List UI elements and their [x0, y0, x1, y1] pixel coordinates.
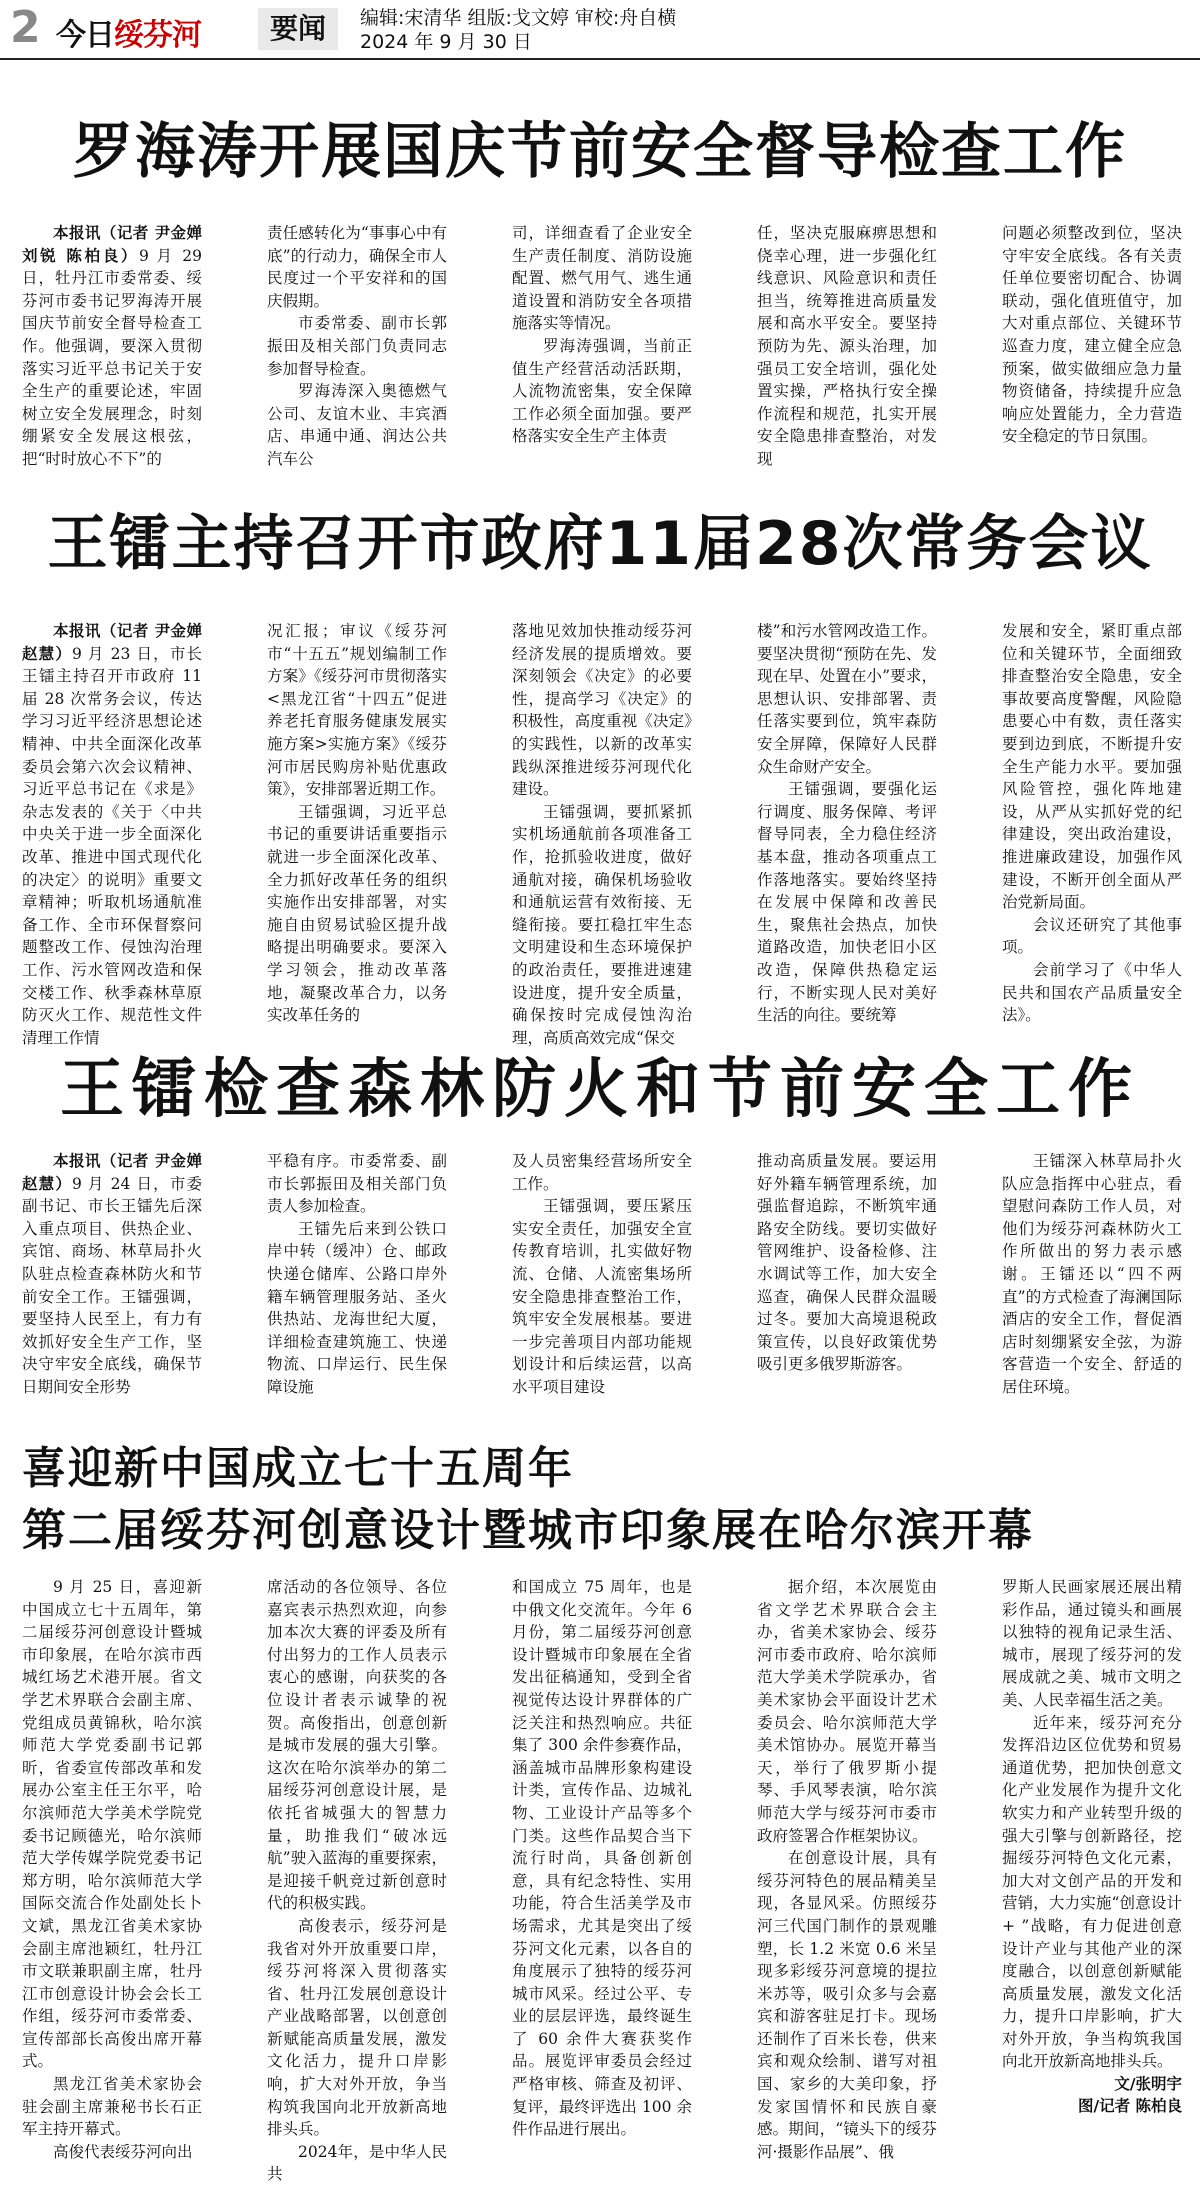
header-meta — [360, 6, 676, 54]
article4-col5 — [1002, 1576, 1182, 2116]
article4-col2-p2: 高俊表示，绥芬河是我省对外开放重要口岸，绥芬河将深入贯彻落实省、牡丹江发展创意设计产业战略部署，以创意创新赋能高质量发展，激发文化活力，提升口岸影响，扩大对外开放，争当构筑我国向北开放新高地排头兵。 — [267, 1916, 447, 2139]
article3-body — [22, 1150, 1182, 1405]
article1-body — [22, 222, 1182, 468]
newspaper-name — [56, 10, 201, 54]
article4-byline-text: 文/张明宇 — [1114, 2075, 1182, 2094]
article1-col4 — [757, 222, 937, 468]
article3-col4-p1: 推动高质量发展。要运用好外籍车辆管理系统，加强监督追踪，不断筑牢通路安全防线。要切实做好管网维护、设备检修、注水调试等工作，加大安全巡查，确保人民群众温暖过冬。要加大高境退税政策宣传，以良好政策优势吸引更多俄罗斯游客。 — [757, 1152, 937, 1374]
article3-col2 — [267, 1150, 447, 1405]
article3-col5-p1: 王镭深入林草局扑火队应急指挥中心驻点，看望慰问森防工作人员，对他们为绥芬河森林防火工作所做出的努力表示感谢。王镭还以“四不两直”的方式检查了海澜国际酒店的安全工作，督促酒店时刻绷紧安全弦，为游客营造一个安全、舒适的居住环境。 — [1002, 1152, 1182, 1396]
newspaper-name-part-a: 今日 — [56, 18, 114, 53]
article2-col4-p2: 王镭强调，要强化运行调度、服务保障、考评督导同表，全力稳住经济基本盘，推动各项重点工作落地落实。要始终坚持在发展中保障和改善民生，聚焦社会热点，加快道路改造，加快老旧小区改造，保障供热稳定运行，不断实现人民对美好生活的向往。要统筹 — [757, 780, 937, 1025]
article2-col5-p3: 会前学习了《中华人民共和国农产品质量安全法》。 — [1002, 960, 1182, 1025]
article4-headline-line2: 第二届绥芬河创意设计暨城市印象展在哈尔滨开幕 — [22, 1505, 1034, 1556]
page-header — [0, 0, 1200, 60]
article4-byline-photo: 图/记者 陈柏良 — [1077, 2097, 1182, 2116]
article4-col2-p1: 席活动的各位领导、各位嘉宾表示热烈欢迎，向参加本次大赛的评委及所有付出努力的工作人员表示衷心的感谢，向获奖的各位设计者表示诚挚的祝贺。高俊指出，创意创新是城市发展的强大引擎。这次在哈尔滨举办的第二届绥芬河创意设计展，是依托省城强大的智慧力量，助推我们“破冰远航”驶入蓝海的重要探索，是迎接千帆竞过新创意时代的积极实践。 — [267, 1578, 447, 1913]
article4-col3-p1: 和国成立 75 周年，也是中俄文化交流年。今年 6 月份，第二届绥芬河创意设计暨城市印象展在全省发出征稿通知，受到全省视觉传达设计界群体的广泛关注和热烈响应。共征集了 300 余件参赛作品，涵盖城市品牌形象构建设计类，宣传作品、边城礼物、工业设计产品等多个门类。这些作品契合当下流行时尚，具备创新创意，具有纪念特性、实用功能，符合生活美学及市场需求，尤其是突出了绥芬河文化元素，以各自的角度展示了独特的绥芬河城市风采。经过公平、专业的层层评选，最终诞生了 60 余件大赛获奖作品。展览评审委员会经过严格审核、筛查及初评、复评，最终评选出 100 余件作品进行展出。 — [512, 1578, 692, 2139]
article3-lead: 本报讯（记者 尹金婵 赵慧） — [22, 1152, 202, 1193]
article4-col2-p3: 2024年，是中华人民共 — [267, 2142, 447, 2184]
newspaper-name-part-b: 绥芬河 — [114, 18, 201, 53]
article4-body — [22, 1576, 1182, 2184]
article2-col2-p2: 王镭强调，习近平总书记的重要讲话重要指示就进一步全面深化改革、全力抓好改革任务的组织实施作出安排部署，对实施自由贸易试验区提升战略提出明确要求。要深入学习领会，推动改革落地，凝聚改革合力，以务实改革任务的 — [267, 802, 447, 1025]
article1-lead: 本报讯（记者 尹金婵 刘锐 陈柏良） — [22, 224, 202, 265]
section-label: 要闻 — [258, 8, 338, 50]
article4-col4-p2: 在创意设计展，具有绥芬河特色的展品精美呈现，各显风采。仿照绥芬河三代国门制作的景观雕塑，长 1.2 米宽 0.6 米呈现多彩绥芬河意境的提拉米苏等，吸引众多与会嘉宾和游客驻足打卡。现场还制作了百米长卷，供来宾和观众绘制、谱写对祖国、家乡的大美印象，抒发家国情怀和民族自豪感。期间，“镜头下的绥芬河·摄影作品展”、俄 — [757, 1849, 937, 2161]
article1-col5 — [1002, 222, 1182, 462]
article2-col4-p1: 楼”和污水管网改造工作。要坚决贯彻“预防在先、发现在早、处置在小”要求，思想认识、安排部署、责任落实要到位，筑牢森防安全屏障，保障好人民群众生命财产安全。 — [757, 622, 937, 776]
article2-col2-p1: 况汇报；审议《绥芬河市“十五五”规划编制工作方案》《绥芬河市贯彻落实<黑龙江省“十四五”促进养老托育服务健康发展实施方案>实施方案》《绥芬河市居民购房补贴优惠政策》，安排部署近期工作。 — [267, 622, 447, 799]
article3-col4 — [757, 1150, 937, 1405]
article1-col5-p1: 问题必须整改到位，坚决守牢安全底线。各有关责任单位要密切配合、协调联动，强化值班值守，加大对重点部位、关键环节巡查力度，建立健全应急预案，做实做细应急力量物资储备，持续提升应急响应处置能力，全力营造安全稳定的节日氛围。 — [1002, 224, 1182, 446]
article2-col1 — [22, 620, 202, 1047]
page-number: 2 — [10, 2, 41, 53]
editors-line: 编辑:宋清华 组版:戈文婷 审校:舟自横 — [360, 7, 677, 29]
article1-col3-p1: 司，详细查看了企业安全生产责任制度、消防设施配置、燃气用气、逃生通道设置和消防安全各项措施落实等情况。 — [512, 224, 692, 333]
article4-col1-p2: 黑龙江省美术家协会驻会副主席兼秘书长石正军主持开幕式。 — [22, 2075, 202, 2139]
article2-col5 — [1002, 620, 1182, 1025]
article3-col2-p2: 王镭先后来到公铁口岸中转（缓冲）仓、邮政快递仓储库、公路口岸外籍车辆管理服务站、圣火供热站、龙海世纪大厦，详细检查建筑施工、快递物流、口岸运行、民生保障设施 — [267, 1219, 447, 1396]
article2-headline: 王镭主持召开市政府11届28次常务会议 — [47, 509, 1153, 579]
article2-col3-p2: 王镭强调，要抓紧抓实机场通航前各项准备工作，抢抓验收进度，做好通航对接，确保机场验收和通航运营有效衔接、无缝衔接。要扛稳扛牢生态文明建设和生态环境保护的政治责任，要推进速建设进度，提升安全质量，确保按时完成侵蚀沟治理，高质高效完成“保交 — [512, 802, 692, 1047]
article3-col1 — [22, 1150, 202, 1405]
article2-body — [22, 620, 1182, 1047]
article3-col3-p1: 及人员密集经营场所安全工作。 — [512, 1152, 692, 1193]
article1-col1-text: 9 月 29 日，牡丹江市委常委、绥芬河市委书记罗海涛开展国庆节前安全督导检查工作。他强调，要深入贯彻落实习近平总书记关于安全生产的重要论述，牢固树立安全发展理念，时刻绷紧安全发展这根弦，把“时时放心不下”的 — [22, 246, 202, 468]
article4-col4-p1: 据介绍，本次展览由省文学艺术界联合会主办，省美术家协会、绥芬河市委市政府、哈尔滨师范大学美术学院承办，省美术家协会平面设计艺术委员会、哈尔滨师范大学美术馆协办。展览开幕当天，举行了俄罗斯小提琴、手风琴表演，哈尔滨师范大学与绥芬河市委市政府签署合作框架协议。 — [757, 1578, 937, 1845]
article3-col3 — [512, 1150, 692, 1405]
article4-col5-p1: 罗斯人民画家展还展出精彩作品，通过镜头和画展以独特的视角记录生活、城市，展现了绥芬河的发展成就之美、城市文明之美、人民幸福生活之美。 — [1002, 1578, 1182, 1709]
article4-col1-p3: 高俊代表绥芬河向出 — [53, 2142, 193, 2161]
article1-col3 — [512, 222, 692, 462]
article3-col2-p1: 平稳有序。市委常委、副市长郭振田及相关部门负责人参加检查。 — [267, 1152, 447, 1216]
article2-col4 — [757, 620, 937, 1025]
article4-col3 — [512, 1576, 692, 2139]
article4-col1 — [22, 1576, 202, 2161]
article1-headline: 罗海涛开展国庆节前安全督导检查工作 — [73, 117, 1127, 187]
article4-col4 — [757, 1576, 937, 2161]
date-line: 2024 年 9 月 30 日 — [360, 31, 532, 53]
article1-col3-p2: 罗海涛强调，当前正值生产经营活动活跃期，人流物流密集，安全保障工作必须全面加强。要严格落实安全生产主体责 — [512, 336, 692, 446]
article1-col1 — [22, 222, 202, 468]
article1-col2-p3: 罗海涛深入奥德燃气公司、友谊木业、丰宾酒店、串通中通、润达公共汽车公 — [267, 382, 447, 468]
article2-col1-text: 9 月 23 日，市长王镭主持召开市政府 11 届 28 次常务会议，传达学习习近平经济思想论述精神、中共全面深化改革委员会第六次会议精神、习近平总书记在《求是》杂志发表的《关于〈中共中央关于进一步全面深化改革、推进中国式现代化的决定〉的说明》重要文章精神；听取机场通航准备工作、全市环保督察问题整改工作、侵蚀沟治理工作、污水管网改造和保交楼工作、秋季森林草原防灭火工作、规范性文件清理工作情 — [22, 644, 202, 1047]
article2-col5-p1: 发展和安全，紧盯重点部位和关键环节，全面细致排查整治安全隐患，安全事故要高度警醒，风险隐患要心中有数，责任落实要到边到底，不断提升安全生产能力水平。要加强风险管控，强化阵地建设，从严从实抓好党的纪律建设，突出政治建设，推进廉政建设，加强作风建设，不断开创全面从严治党新局面。 — [1002, 622, 1182, 912]
article3-col5 — [1002, 1150, 1182, 1405]
article1-col2 — [267, 222, 447, 468]
article3-col3-p2: 王镭强调，要压紧压实安全责任，加强安全宣传教育培训，扎实做好物流、仓储、人流密集场所安全隐患排查整治工作，筑牢安全发展根基。要进一步完善项目内部功能规划设计和后续运营，以高水平项目建设 — [512, 1197, 692, 1396]
article1-col4-p1: 任，坚决克服麻痹思想和侥幸心理，进一步强化红线意识、风险意识和责任担当，统筹推进高质量发展和高水平安全。要坚持预防为先、源头治理，加强员工安全培训，强化处置实操，严格执行安全操作流程和规范，扎实开展安全隐患排查整治，对发现 — [757, 224, 937, 468]
article1-col2-p2: 市委常委、副市长郭振田及相关部门负责同志参加督导检查。 — [267, 314, 447, 378]
article3-headline: 王镭检查森林防火和节前安全工作 — [60, 1053, 1140, 1127]
article2-lead: 本报讯（记者 尹金婵 赵慧） — [22, 622, 202, 663]
article1-col2-p1: 责任感转化为“事事心中有底”的行动力，确保全市人民度过一个平安祥和的国庆假期。 — [267, 224, 447, 310]
article4-col1-p1: 9 月 25 日，喜迎新中国成立七十五周年，第二届绥芬河创意设计暨城市印象展，在哈尔滨市西城红场艺术港开展。省文学艺术界联合会副主席、党组成员黄锦秋，哈尔滨师范大学党委副书记郭昕，省委宣传部改革和发展办公室主任王尔平，哈尔滨师范大学美术学院党委书记顾德光，哈尔滨师范大学传媒学院党委书记郑方明，哈尔滨师范大学国际交流合作处副处长卜文斌，黑龙江省美术家协会副主席池颖红，牡丹江市文联兼职副主席，牡丹江市创意设计协会会长工作组，绥芬河市委常委、宣传部部长高俊出席开幕式。 — [22, 1578, 202, 2071]
article2-col2 — [267, 620, 447, 1025]
article2-col5-p2: 会议还研究了其他事项。 — [1002, 915, 1182, 957]
article2-col3-p1: 落地见效加快推动绥芬河经济发展的提质增效。要深刻领会《决定》的必要性，提高学习《决定》的积极性，高度重视《决定》的实践性，以新的改革实践纵深推进绥芬河现代化建设。 — [512, 622, 692, 799]
article4-col2 — [267, 1576, 447, 2184]
article2-col3 — [512, 620, 692, 1047]
article3-col1-text: 9 月 24 日，市委副书记、市长王镭先后深入重点项目、供热企业、宾馆、商场、林草局扑火队驻点检查森林防火和节前安全工作。王镭强调，要坚持人民至上，有力有效抓好安全生产工作，坚决守牢安全底线，确保节日期间安全形势 — [22, 1174, 202, 1396]
article4-headline-line1: 喜迎新中国成立七十五周年 — [22, 1443, 574, 1494]
article4-col5-p2: 近年来，绥芬河充分发挥沿边区位优势和贸易通道优势，把加快创意文化产业发展作为提升文化软实力和产业转型升级的强大引擎与创新路径，挖掘绥芬河特色文化元素，加大对文创产品的开发和营销，大力实施“创意设计 + ”战略，有力促进创意设计产业与其他产业的深度融合，以创意创新赋能高质量发展，激发文化活力，提升口岸影响，扩大对外开放，争当构筑我国向北开放新高地排头兵。 — [1002, 1713, 1182, 2071]
